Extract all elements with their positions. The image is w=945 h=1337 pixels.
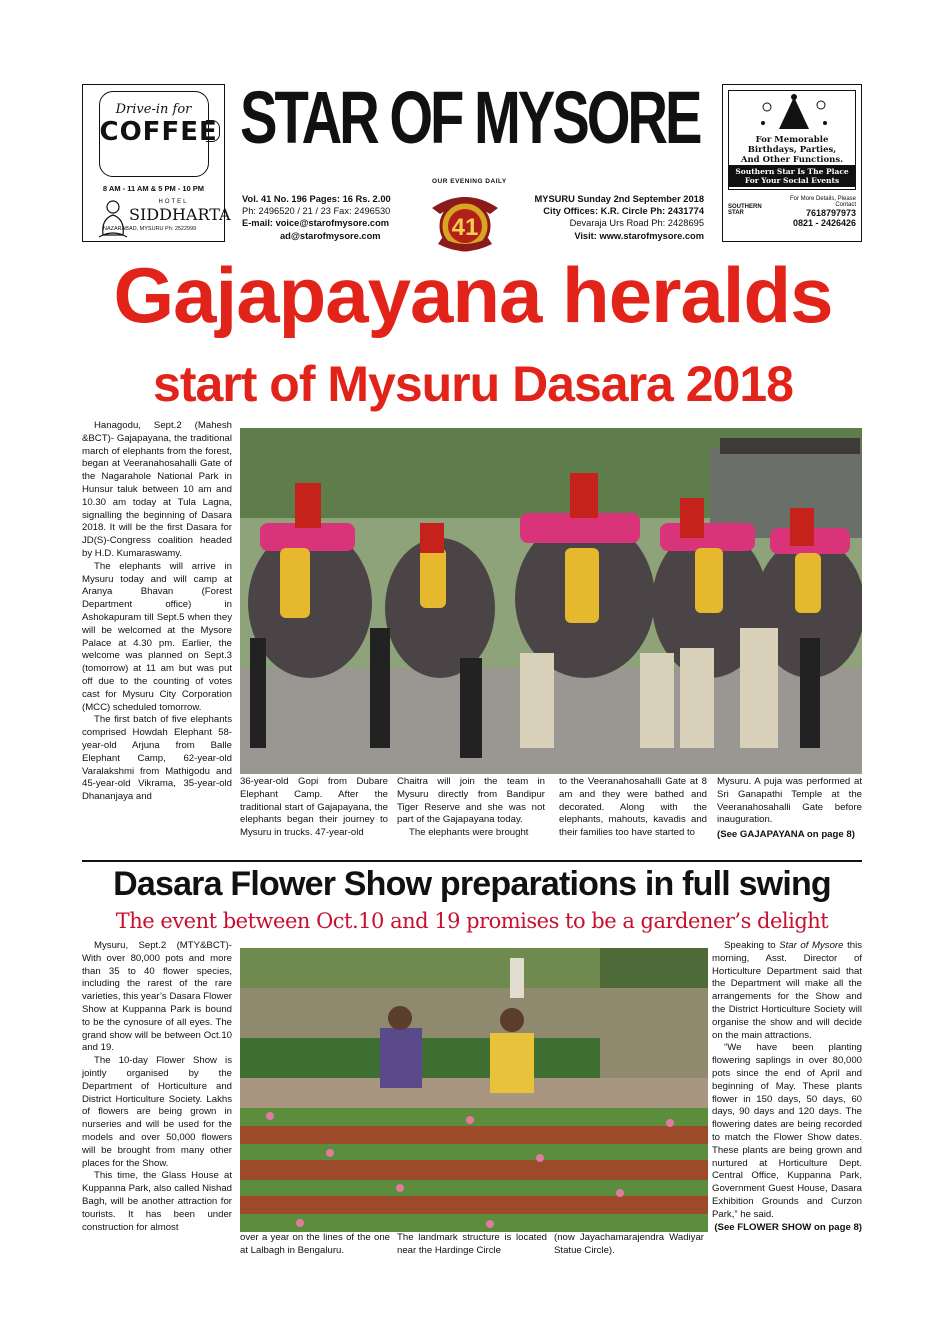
story1-paragraph: The elephants will arrive in Mysuru today and will camp at Aranya Bhavan (Forest Department office) in Ashokapuram till Sept.5 when they will be welcomed at the Mysore Palace at 4.30 pm. Earlier, the welcome was planned on Sept.3 (tomorrow) at 11 am but was put off due to the counting of votes cast for Mysuru City Corporation (MCC) scheduled tomorrow. xyxy=(82,560,232,713)
devaraja-office: Devaraja Urs Road Ph: 2428695 xyxy=(569,218,704,229)
masthead-tagline: OUR EVENING DAILY xyxy=(432,178,507,185)
ad-hotel-siddharta xyxy=(82,84,231,242)
ad-hotel-label: HOTEL xyxy=(158,199,189,205)
ad-southern-star xyxy=(722,84,862,242)
story2-paragraph: The 10-day Flower Show is jointly organised by the Department of Horticulture and District Horticulture Society. Lakhs of flowers are being grown in nurseries and will be used for the models and over 50,000 flowers will be brought from many other places for the Show. xyxy=(82,1055,232,1169)
ad-dark-1: Southern Star Is The Place xyxy=(735,167,849,176)
ad-dark-band xyxy=(728,165,856,187)
story2-right-para-1 xyxy=(712,940,862,1042)
story1-column-4: to the Veeranahosahalli Gate at 8 am and they were bathed and decorated. Along with the elephants, mahouts, kavadis and their families too have started to xyxy=(559,776,707,839)
ad-brand: SOUTHERN STAR xyxy=(728,204,762,216)
dateline: MYSURU Sunday 2nd September 2018 xyxy=(534,194,704,204)
flower-show-subhead: The event between Oct.10 and 19 promises to be a gardener’s delight xyxy=(115,909,829,933)
ad-hours: 8 AM - 11 AM & 5 PM - 10 PM xyxy=(102,184,205,193)
story1-col3-para-2: The elephants were brought xyxy=(409,827,529,839)
flower-nursery-photo xyxy=(240,948,708,1232)
story1-paragraph: Hanagodu, Sept.2 (Mahesh &BCT)- Gajapayana, the traditional march of elephants from the forest, began at Veeranahosahalli Gate of the Nagarahole National Park in Hunsur taluk between 10 am and 10.30 am today at Tula Lagna, signalling the beginning of Dasara 2018. It will be the first Dasara for JD(S)-Congress coalition headed by H.D. Kumaraswamy. xyxy=(82,420,232,559)
main-headline: Gajapayana heralds xyxy=(113,251,833,339)
ad-contact-label: For More Details, Please Contact xyxy=(789,196,856,208)
story1-column-2: 36-year-old Gopi from Dubare Elephant Camp. After the traditional start of Gajapayana, the elephants began their journey to Mysuru in trucks. 47-year-old xyxy=(240,776,388,839)
email-info: E-mail: voice@starofmysore.com xyxy=(242,218,390,229)
email-info-2: ad@starofmysore.com xyxy=(280,230,381,241)
story2-paragraph: Mysuru, Sept.2 (MTY&BCT)- With over 80,000 pots and more than 35 to 40 flower species, including the rarest of the rare varieties, this year’s Dasara Flower Show at Kuppanna Park is bound to be the cynosure of all eyes. The grand show will be between Oct.10 and 19. xyxy=(82,940,232,1054)
right-paper-name: Star of Mysore xyxy=(779,940,844,951)
right-lead: Speaking to xyxy=(724,940,776,951)
flower-show-headline: Dasara Flower Show preparations in full swing xyxy=(113,865,831,903)
story2-column-1 xyxy=(82,940,232,1234)
coffee-cup-frame xyxy=(99,91,218,177)
story2-column-4: (now Jayachamarajendra Wadiyar Statue Circle). xyxy=(554,1232,704,1256)
ad-southern-star-box xyxy=(728,90,856,190)
right-rest: this morning, Asst. Director of Horticulture Department said that the Department will make all the arrangements for the Show and the District Horticulture Society will organise the show and will decide on the main attractions. xyxy=(712,940,862,1041)
ad-hotel-address: NAZARABAD, MYSURU Ph: 2522999 xyxy=(103,226,197,232)
city-offices: City Offices: K.R. Circle Ph: 2431774 xyxy=(543,206,704,217)
ad-phone-2: 0821 - 2426426 xyxy=(792,218,856,228)
ad-contact xyxy=(728,196,856,228)
story1-paragraph: The first batch of five elephants comprised Howdah Elephant 58-year-old Arjuna from Balle Elephant Camp, 62-year-old Varalakshmi from Mathigodu and 45-year-old Vikrama, 35-year-old Dhananjaya and xyxy=(82,714,232,803)
party-hat-icon xyxy=(759,93,829,133)
ad-line-1: For Memorable xyxy=(755,135,829,145)
emblem-number: 41 xyxy=(451,214,479,241)
story1-col5-text: Mysuru. A puja was performed at Sri Ganapathi Temple at the Veeranahosahalli Gate before inauguration. xyxy=(717,776,862,826)
ad-line-3: And Other Functions. xyxy=(740,155,844,165)
ad-line-2: Birthdays, Parties, xyxy=(747,145,837,155)
phone-info: Ph: 2496520 / 21 / 23 Fax: 2496530 xyxy=(242,206,391,217)
story2-column-3: The landmark structure is located near the Hardinge Circle xyxy=(397,1232,547,1256)
issue-info: Vol. 41 No. 196 Pages: 16 Rs. 2.00 xyxy=(242,194,391,204)
ad-dark-2: For Your Social Events xyxy=(744,176,840,185)
story2-right-para-2: “We have been planting flowering saplings in over 80,000 pots since the end of April and beginning of May. These plants flower in 150 days, 50 days, 60 days, 90 days and 120 days. The flowering dates are being recorded to match the Flower Show dates. These plants are being grown and nurtured at Horticulture Dept. Central Office, Kuppanna Park, Government Guest House, Dasara Exhibition Grounds and Curzon Park,” he said. xyxy=(712,1042,862,1220)
main-headline-line-2: start of Mysuru Dasara 2018 xyxy=(153,356,793,412)
masthead-info-right xyxy=(520,193,704,242)
story2-paragraph: This time, the Glass House at Kuppanna Park, also called Nishad Bagh, will be another attraction for tourists. It has been under construction for almost xyxy=(82,1170,232,1233)
ad-phone-1: 7618797973 xyxy=(805,208,856,218)
buddha-icon xyxy=(95,199,131,239)
story1-continuation: (See GAJAPAYANA on page 8) xyxy=(717,829,855,841)
story1-col3-para-1: Chaitra will join the team in Mysuru directly from Bandipur Tiger Reserve and she was not part of the Gajapayana today. xyxy=(397,776,545,826)
story1-column-5 xyxy=(717,776,862,842)
elephants-photo xyxy=(240,428,862,774)
anniversary-emblem-icon xyxy=(428,188,502,256)
ad-hotel-name: SIDDHARTA xyxy=(129,205,231,224)
ad-contact-info xyxy=(775,196,856,228)
ad-drive-in-text: Drive-in for xyxy=(115,102,192,117)
story2-column-2: over a year on the lines of the one at Lalbagh in Bengaluru. xyxy=(240,1232,390,1256)
story1-column-1 xyxy=(82,420,232,804)
masthead-info-left xyxy=(242,193,391,242)
website: Visit: www.starofmysore.com xyxy=(574,230,704,241)
masthead-title: STAR OF MYSORE xyxy=(240,76,700,159)
story1-column-3 xyxy=(397,776,545,840)
story2-continuation: (See FLOWER SHOW on page 8) xyxy=(714,1221,862,1233)
story2-right-column xyxy=(712,940,862,1234)
ad-coffee-text: COFFEE xyxy=(99,117,218,147)
